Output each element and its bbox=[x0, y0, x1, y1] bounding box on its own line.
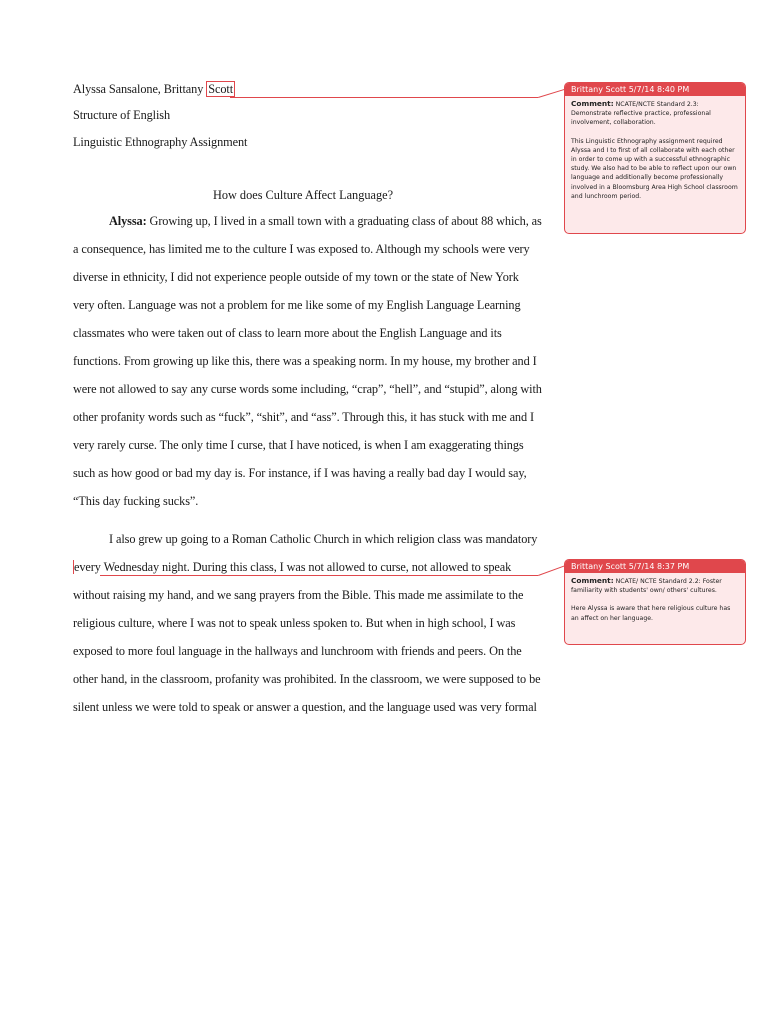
para2-line: other hand, in the classroom, profanity was prohibited. In the classroom, we were supposed to be bbox=[73, 672, 541, 686]
authors-line bbox=[73, 82, 235, 97]
comment-body bbox=[565, 573, 745, 627]
authors-text: Alyssa Sansalone, Brittany bbox=[73, 82, 207, 96]
para1-line-1 bbox=[109, 214, 542, 229]
comment-body bbox=[565, 96, 745, 205]
comment-connector-2b bbox=[538, 565, 566, 576]
para2-line-1: I also grew up going to a Roman Catholic Church in which religion class was mandatory bbox=[109, 532, 538, 546]
comment-label: Comment: bbox=[571, 576, 614, 585]
para1-line: classmates who were taken out of class to learn more about the English Language and its bbox=[73, 326, 502, 340]
para1-line: very often. Language was not a problem for me like some of my English Language Learning bbox=[73, 298, 521, 312]
para1-line: very rarely curse. The only time I curse, that I have noticed, is when I am exaggerating things bbox=[73, 438, 524, 452]
para1-line: a consequence, has limited me to the culture I was exposed to. Although my schools were very bbox=[73, 242, 530, 256]
comment-balloon-2[interactable] bbox=[564, 559, 746, 645]
course-line: Structure of English bbox=[73, 108, 171, 122]
essay-title: How does Culture Affect Language? bbox=[212, 188, 394, 202]
comment-standard-text: NCATE/ NCTE Standard 2.2: Foster familiarity with students' own/ others' cultures. bbox=[571, 578, 722, 595]
para2-line: without raising my hand, and we sang prayers from the Bible. This made me assimilate to the bbox=[73, 588, 524, 602]
para2-line: silent unless we were told to speak or answer a question, and the language used was very formal bbox=[73, 700, 537, 714]
comment-anchor-1[interactable]: Scott bbox=[208, 82, 234, 96]
assignment-line: Linguistic Ethnography Assignment bbox=[73, 135, 248, 149]
comment-header: Brittany Scott 5/7/14 8:40 PM bbox=[565, 83, 745, 96]
comment-note: This Linguistic Ethnography assignment required Alyssa and I to first of all collaborate with each other in order to come up with a successful ethnographic study. We also had to be able to reflect upon our own language and additionally become professionally involved in a Bloomsburg Area High School classroom and lunchroom period. bbox=[571, 137, 738, 200]
para1-line: were not allowed to say any curse words some including, “crap”, “hell”, and “stupid”, along with bbox=[73, 382, 542, 396]
comment-connector-1b bbox=[538, 88, 567, 98]
comment-label: Comment: bbox=[571, 99, 614, 108]
para2-line-2 bbox=[73, 560, 511, 575]
comment-balloon-1[interactable] bbox=[564, 82, 746, 234]
comment-anchor-2[interactable]: every bbox=[74, 560, 101, 574]
para1-line: diverse in ethnicity, I did not experience people outside of my town or the state of New York bbox=[73, 270, 519, 284]
speaker-label: Alyssa: bbox=[109, 214, 147, 228]
comment-connector-2 bbox=[100, 575, 538, 576]
para1-line: such as how good or bad my day is. For instance, if I was having a really bad day I would say, bbox=[73, 466, 527, 480]
para1-line: functions. From growing up like this, there was a speaking norm. In my house, my brother and I bbox=[73, 354, 537, 368]
para2-line: religious culture, where I was not to speak unless spoken to. But when in high school, I was bbox=[73, 616, 516, 630]
para1-line-1-text: Growing up, I lived in a small town with a graduating class of about 88 which, as bbox=[146, 214, 542, 228]
comment-note: Here Alyssa is aware that here religious culture has an affect on her language. bbox=[571, 605, 731, 622]
para2-line: exposed to more foul language in the hallways and lunchroom with friends and peers. On the bbox=[73, 644, 522, 658]
para2-line-2-text: Wednesday night. During this class, I was not allowed to curse, not allowed to speak bbox=[100, 560, 512, 574]
comment-standard bbox=[571, 99, 739, 128]
comment-standard bbox=[571, 576, 739, 595]
para1-line: “This day fucking sucks”. bbox=[73, 494, 199, 508]
comment-connector-1 bbox=[230, 97, 538, 98]
comment-standard-text: NCATE/NCTE Standard 2.3: Demonstrate reflective practice, professional involvement, collaboration. bbox=[571, 101, 711, 127]
para1-line: other profanity words such as “fuck”, “shit”, and “ass”. Through this, it has stuck with me and I bbox=[73, 410, 534, 424]
comment-header: Brittany Scott 5/7/14 8:37 PM bbox=[565, 560, 745, 573]
